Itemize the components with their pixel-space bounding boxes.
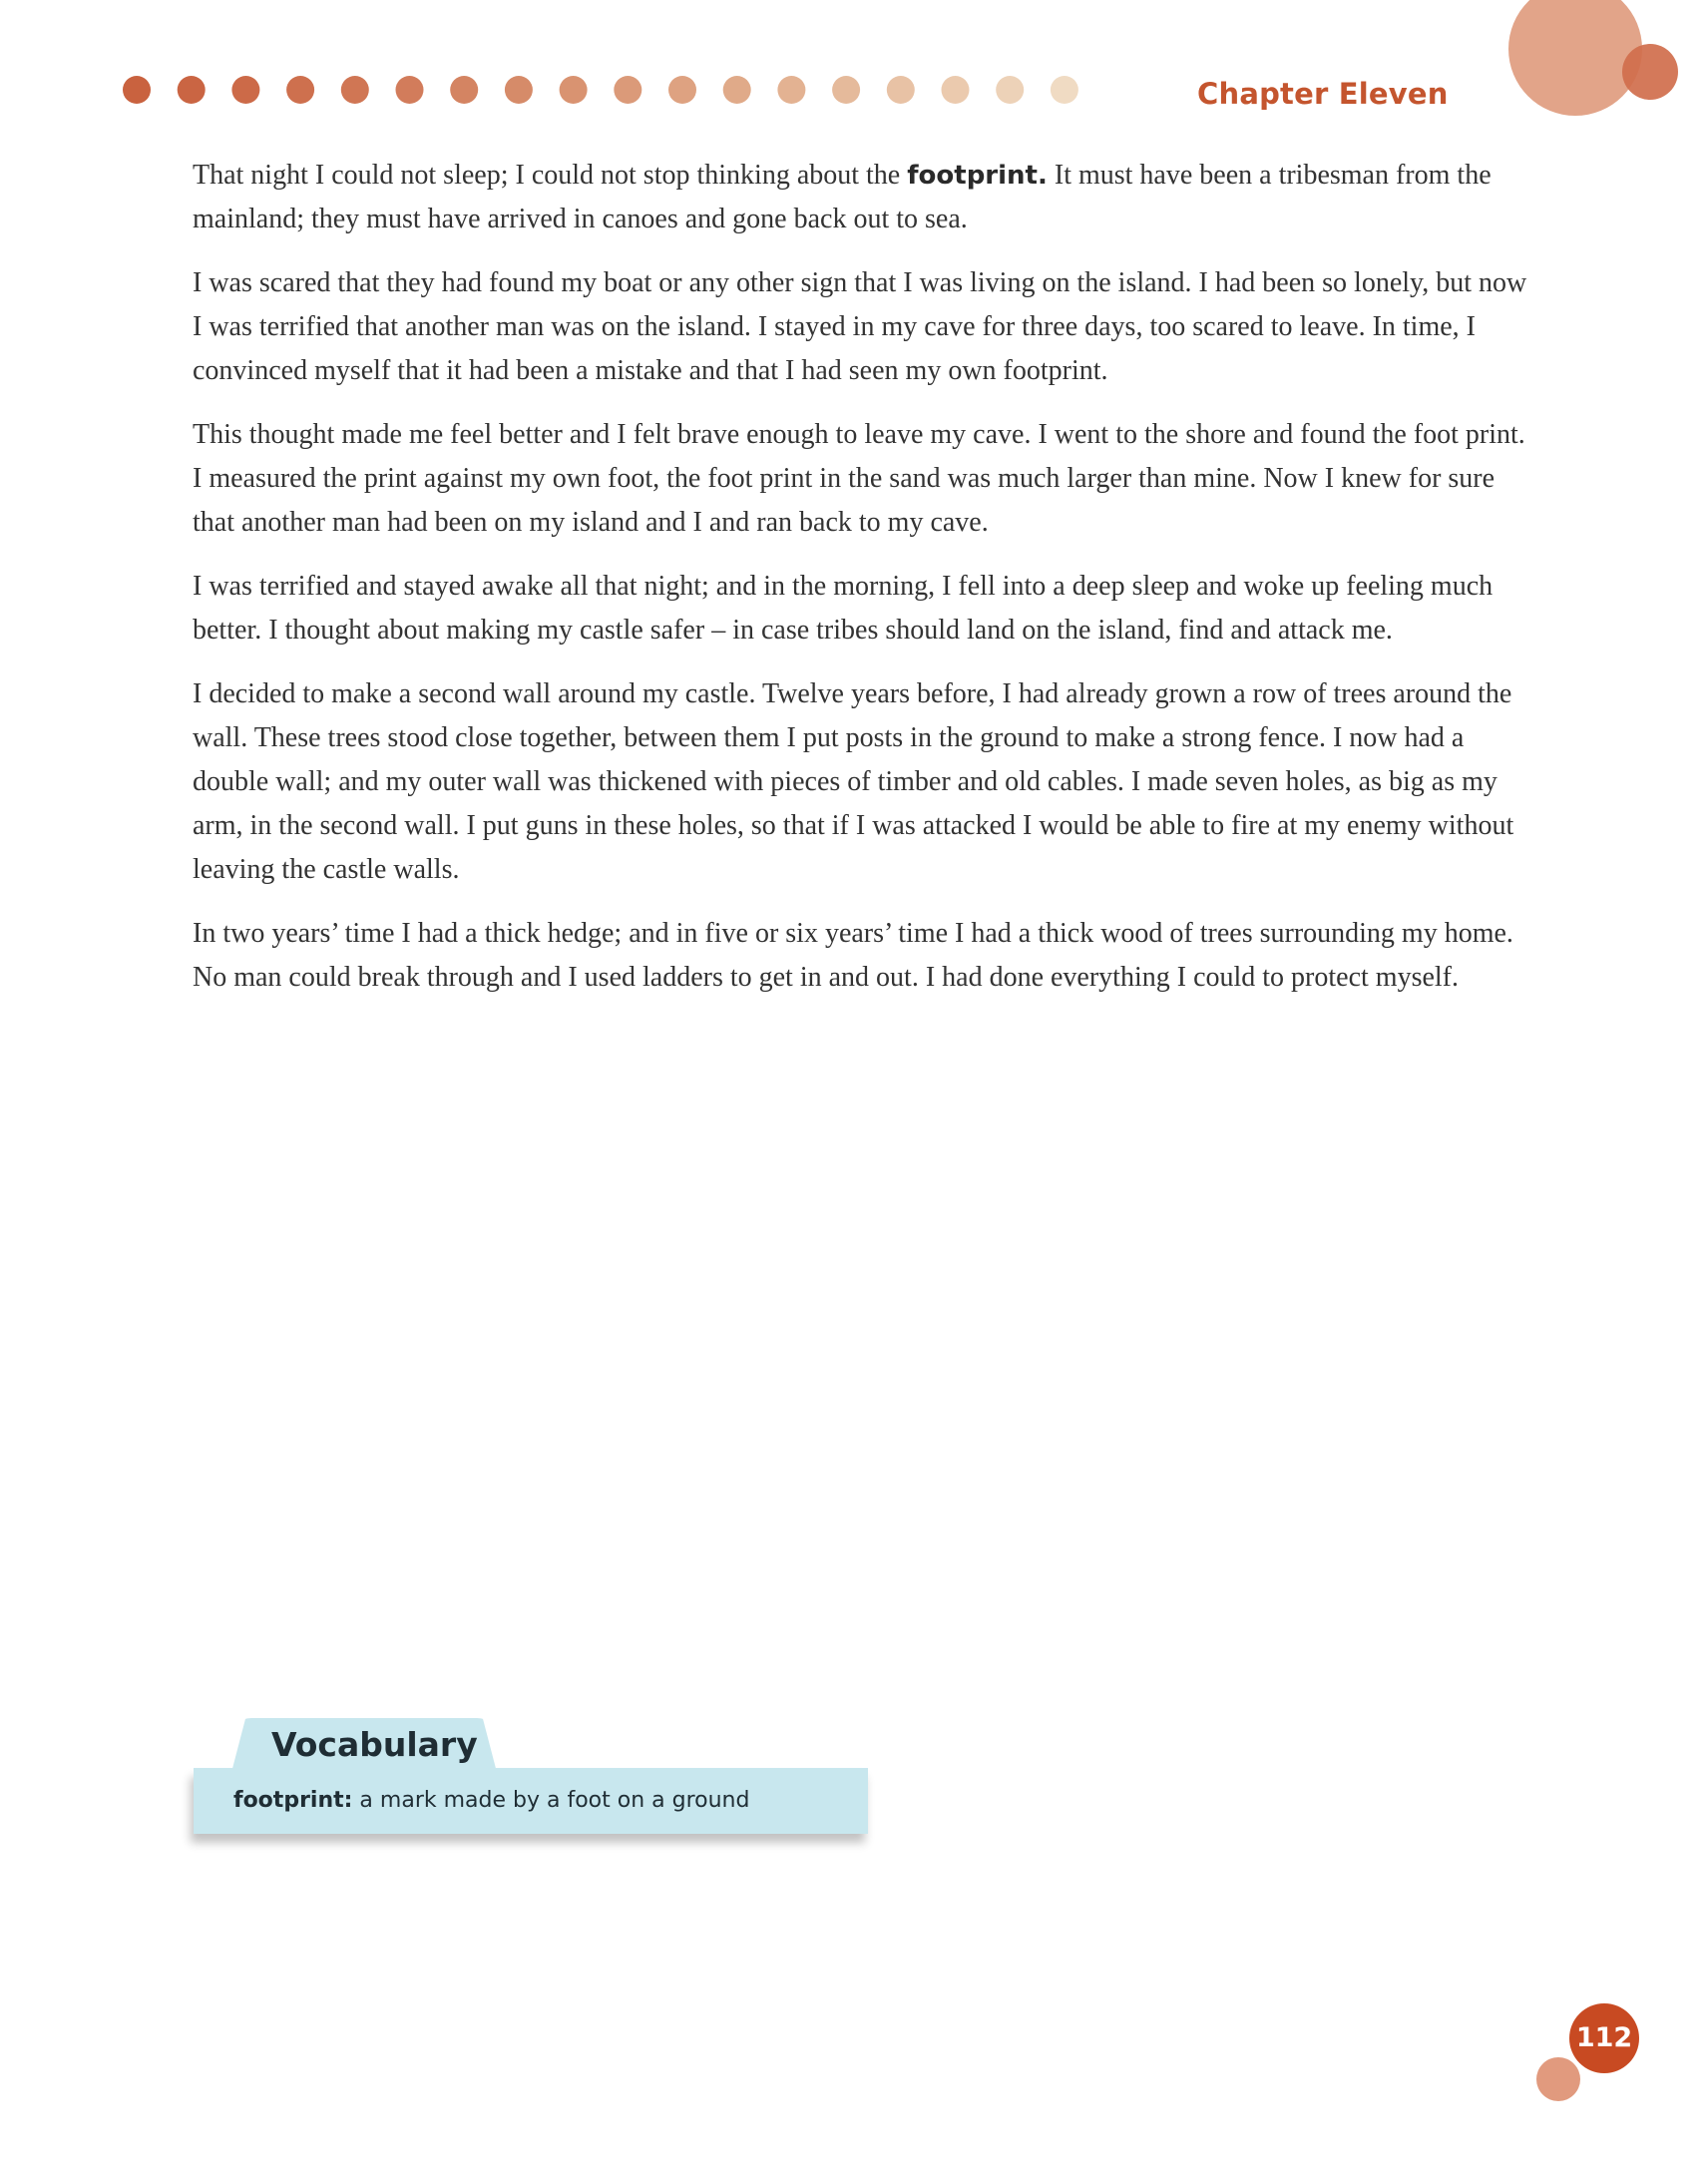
- header-dot: [505, 76, 533, 104]
- header-dot: [286, 76, 314, 104]
- header-dot: [178, 76, 206, 104]
- header-dot: [396, 76, 424, 104]
- header-dot: [832, 76, 860, 104]
- header-dot: [668, 76, 696, 104]
- vocabulary-term: footprint:: [233, 1788, 353, 1813]
- header-dot: [560, 76, 588, 104]
- header-dot: [777, 76, 805, 104]
- vocabulary-definition: a mark made by a foot on a ground: [352, 1788, 750, 1813]
- header-dot: [942, 76, 970, 104]
- header-dot: [887, 76, 915, 104]
- paragraph-1-text-end: It must have been a tribesman from the mainland; they must have arrived in canoes and gone back out to sea.: [193, 160, 1492, 234]
- vocabulary-heading: Vocabulary: [271, 1725, 478, 1764]
- story-paragraph-3: This thought made me feel better and I felt brave enough to leave my cave. I went to the shore and found the foot print. I measured the print against my own foot, the foot print in the sand was much larger than mine. Now I knew for sure that another man had been on my island and I and ran back to my cave.: [193, 419, 1525, 538]
- header-decor-circle-small: [1622, 44, 1678, 100]
- header-dot: [996, 76, 1024, 104]
- header-dot: [614, 76, 641, 104]
- story-paragraph-5: I decided to make a second wall around my castle. Twelve years before, I had already grown a row of trees around the wall. These trees stood close together, between them I put posts in the ground to make a strong fence. I now had a double wall; and my outer wall was thickened with pieces of timber and old cables. I made seven holes, as big as my arm, in the second wall. I put guns in these holes, so that if I was attacked I would be able to fire at my enemy without leaving the castle walls.: [193, 678, 1514, 885]
- paragraph-1-text-start: That night I could not sleep; I could not stop thinking about the: [193, 160, 908, 191]
- chapter-title: Chapter Eleven: [1197, 77, 1449, 111]
- header-dot: [1051, 76, 1078, 104]
- vocabulary-entry: [233, 1780, 749, 1822]
- header-dot: [341, 76, 369, 104]
- story-text: [193, 154, 1529, 1020]
- header-dot: [123, 76, 151, 104]
- vocab-word-footprint: footprint.: [907, 161, 1048, 191]
- page-number: 112: [1575, 2022, 1633, 2053]
- story-paragraph-2: I was scared that they had found my boat or any other sign that I was living on the island. I had been so lonely, but now I was terrified that another man was on the island. I stayed in my cave for three days, too scared to leave. In time, I convinced myself that it had been a mistake and that I had seen my own footprint.: [193, 267, 1527, 386]
- header-dot: [231, 76, 259, 104]
- header-dot: [723, 76, 751, 104]
- story-paragraph-6: In two years’ time I had a thick hedge; and in five or six years’ time I had a thick wood of trees surrounding my home. No man could break through and I used ladders to get in and out. I had done everything I could to protect myself.: [193, 918, 1513, 993]
- story-paragraph-4: I was terrified and stayed awake all that night; and in the morning, I fell into a deep sleep and woke up feeling much better. I thought about making my castle safer – in case tribes should land on the island, find and attack me.: [193, 571, 1494, 646]
- vocabulary-box: [194, 1718, 872, 1838]
- story-paragraph-1: [193, 154, 1529, 241]
- header-dot: [450, 76, 478, 104]
